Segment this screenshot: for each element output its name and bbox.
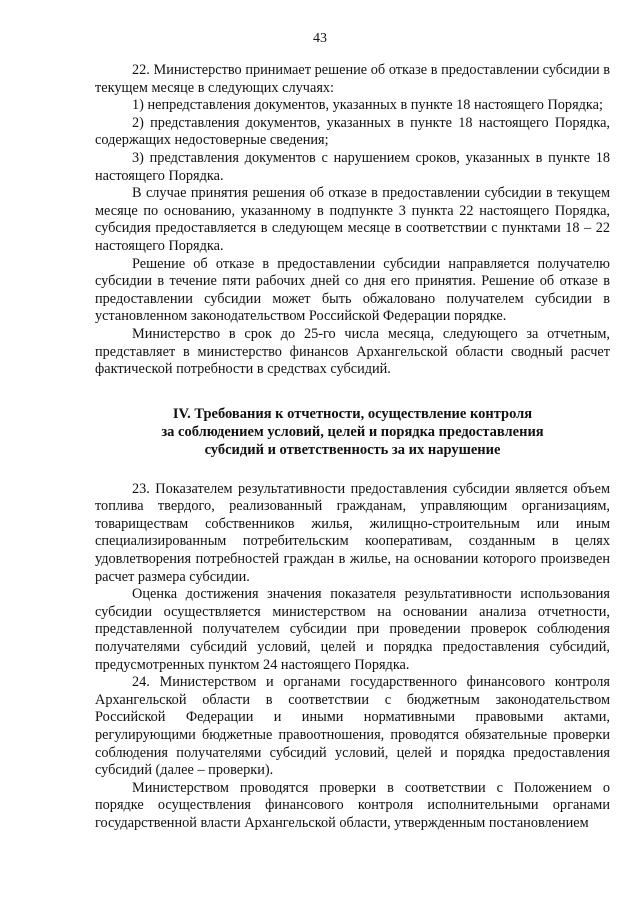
section-heading-line: за соблюдением условий, целей и порядка предоставления <box>161 423 544 440</box>
document-body <box>95 62 610 833</box>
paragraph-22-item-1: 1) непредставления документов, указанных в пункте 18 настоящего Порядка; <box>132 97 603 114</box>
paragraph-22-item-3: 3) представления документов с нарушением сроков, указанных в пункте 18 настоящего Порядка. <box>95 149 610 184</box>
page-number: 43 <box>313 31 327 46</box>
paragraph-22: 22. Министерство принимает решение об отказе в предоставлении субсидии в текущем месяце в следующих случаях: <box>95 62 610 96</box>
section-heading-line: IV. Требования к отчетности, осуществление контроля <box>172 405 533 422</box>
paragraph-23: 23. Показателем результативности предоставления субсидии является объем топлива твердого, реализованный гражданам, управляющим организациям, товариществам собственников жилья, жилищно-строительным или иным специализированным потребительским кооперативам, созданным в целях удовлетворения потребностей граждан в жилье, на основании которого произведен расчет размера субсидии. <box>95 480 610 585</box>
paragraph-22-item-2: 2) представления документов, указанных в пункте 18 настоящего Порядка, содержащих недостоверные сведения; <box>95 114 610 149</box>
section-heading-line: субсидий и ответственность за их нарушение <box>204 441 501 458</box>
paragraph-refusal-case: В случае принятия решения об отказе в предоставлении субсидии в текущем месяце по основанию, указанному в подпункте 3 пункта 22 настоящего Порядка, субсидия предоставляется в следующем месяце в соответствии с пунктами 18 – 22 настоящего Порядка. <box>95 185 610 254</box>
paragraph-ministry-deadline: Министерство в срок до 25-го числа месяца, следующего за отчетным, представляет в министерство финансов Архангельской области сводный расчет фактической потребности в средствах субсидий. <box>95 325 610 378</box>
paragraph-evaluation: Оценка достижения значения показателя результативности использования субсидии осуществляется министерством на основании анализа отчетности, представленной получателем субсидии при проведении проверок соблюдения получателями субсидий условий, целей и порядка предоставления субсидий, предусмотренных пунктом 24 настоящего Порядка. <box>95 586 610 673</box>
paragraph-refusal-decision: Решение об отказе в предоставлении субсидии направляется получателю субсидии в течение пяти рабочих дней со дня его принятия. Решение об отказе в предоставлении субсидии может быть обжаловано получателем субсидии в установленном законодательством Российской Федерации порядке. <box>95 255 610 325</box>
paragraph-24: 24. Министерством и органами государственного финансового контроля Архангельской области в соответствии с бюджетным законодательством Российской Федерации и иными нормативными правовыми актами, регулирующими бюджетные правоотношения, проводятся обязательные проверки соблюдения получателями субсидий условий, целей и порядка предоставления субсидий (далее – проверки). <box>95 674 610 779</box>
paragraph-inspections: Министерством проводятся проверки в соответствии с Положением о порядке осуществления финансового контроля исполнительными органами государственной власти Архангельской области, утвержденным постановлением <box>95 779 610 831</box>
section-heading <box>95 405 610 459</box>
